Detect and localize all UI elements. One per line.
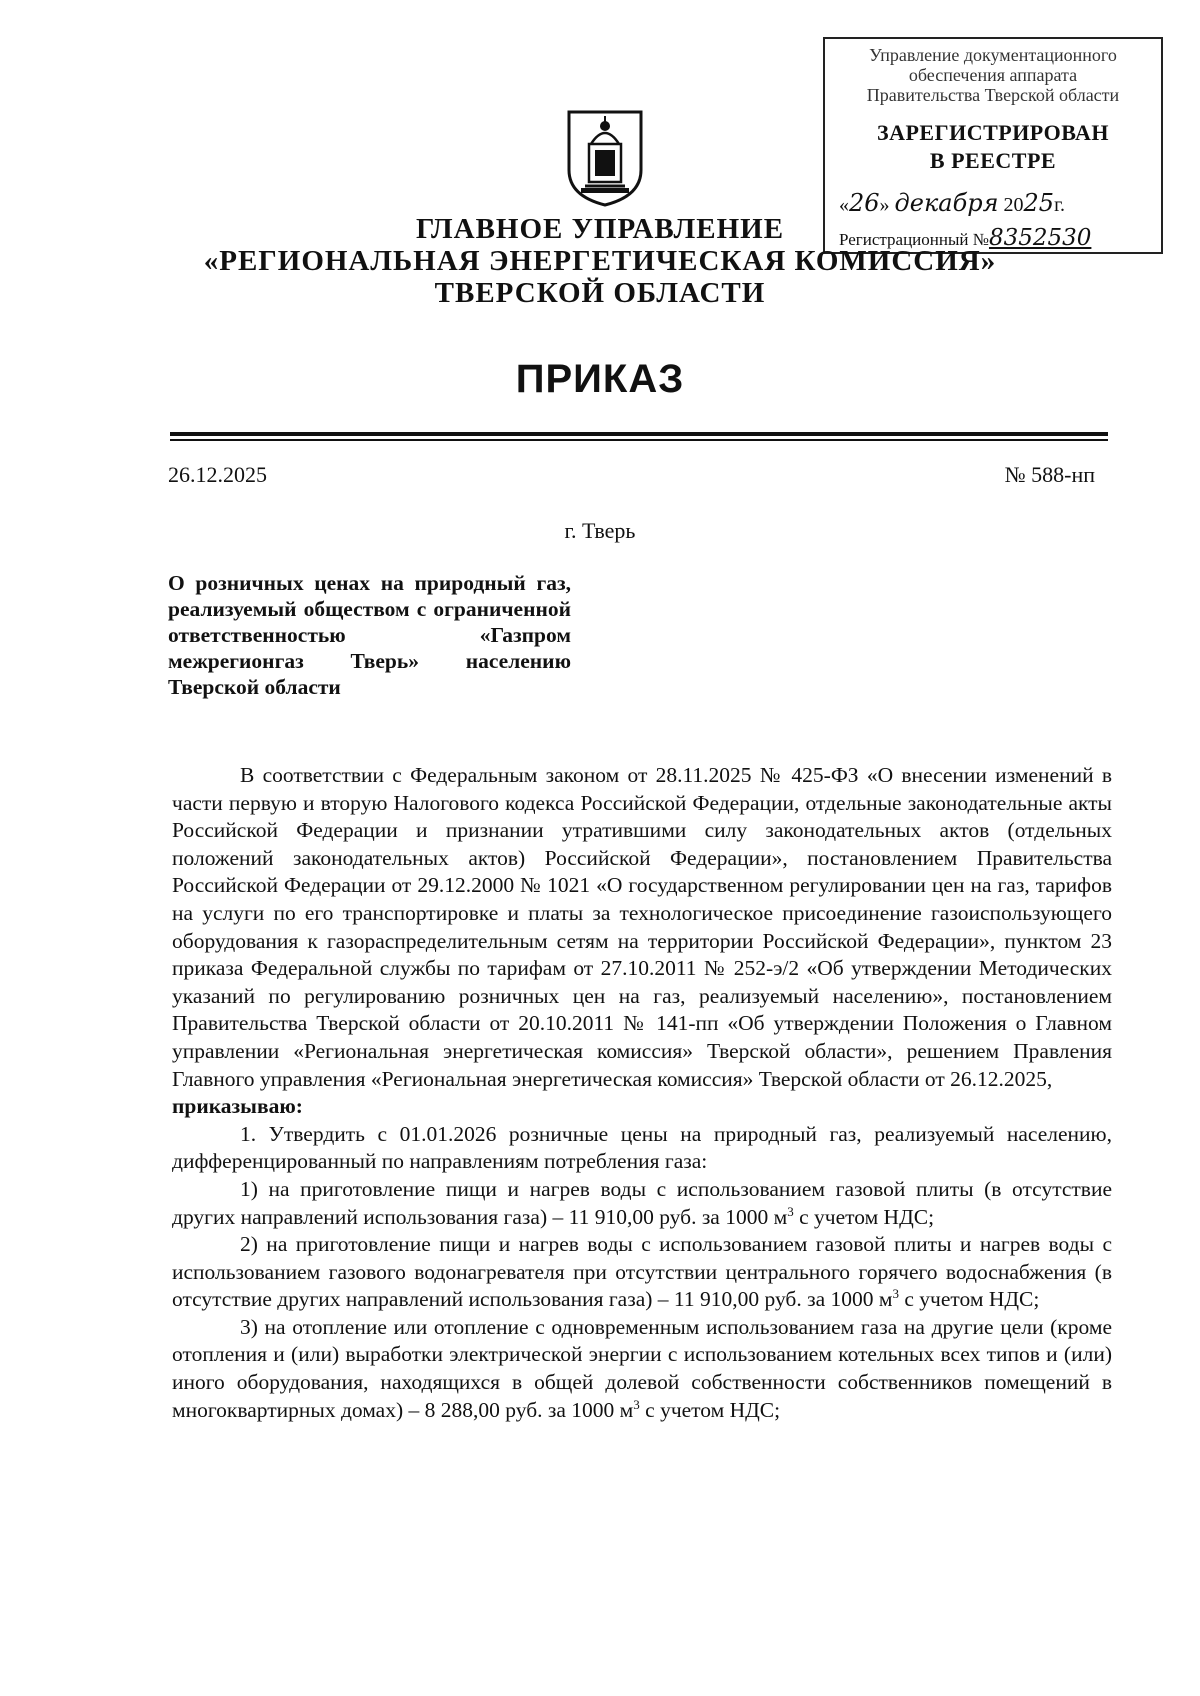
order-city: г. Тверь xyxy=(564,518,636,543)
stamp-org-line: обеспечения аппарата xyxy=(908,65,1078,85)
sub-item-1-tail: с учетом НДС; xyxy=(793,1204,935,1229)
header-line-3: ТВЕРСКОЙ ОБЛАСТИ xyxy=(434,277,766,309)
stamp-registered-line: ЗАРЕГИСТРИРОВАН xyxy=(876,120,1110,145)
sub-item-3-paragraph xyxy=(172,1314,1112,1424)
order-date: 26.12.2025 xyxy=(168,462,267,487)
cube-superscript: 3 xyxy=(633,1396,640,1412)
stamp-reg-number-value: 8352530 xyxy=(988,225,1092,251)
stamp-month: декабря xyxy=(894,189,999,217)
stamp-organization xyxy=(825,45,1161,105)
sub-item-2-text: 2) на приготовление пищи и нагрев воды с использованием газовой плиты и нагрев воды с использованием газового водонагревателя при отсутствии центрального горячего водоснабжения (в отсутствие других направлений использования газа) – 11 910,00 руб. за 1000 м xyxy=(172,1232,1112,1312)
stamp-year-prefix: 20 xyxy=(1003,194,1024,216)
document-title: ПРИКАЗ xyxy=(515,357,685,401)
stamp-registered xyxy=(825,119,1161,175)
cube-superscript: 3 xyxy=(892,1286,900,1302)
stamp-year-suffix: 25 xyxy=(1023,189,1055,217)
stamp-registered-line: В РЕЕСТРЕ xyxy=(929,148,1057,173)
sub-item-1-text: 1) на приготовление пищи и нагрев воды с использованием газовой плиты (в отсутствие других направлений использования газа) – 11 910,00 руб. за 1000 м xyxy=(172,1176,1112,1229)
preamble-paragraph: В соответствии с Федеральным законом от 28.11.2025 № 425-ФЗ «О внесении изменений в части первую и вторую Налогового кодекса Российской Федерации, отдельные законодательные акты Российской Федерации и признании утратившими силу законодательных актов (отдельных положений законодательных актов) Российской Федерации», постановлением Правительства Российской Федерации от 29.12.2000 № 1021 «О государственном регулировании цен на газ, тарифов на услуги по его транспортировке и платы за технологическое присоединение газоиспользующего оборудования к газораспределительным сетям на территории Российской Федерации», пунктом 23 приказа Федеральной службы по тарифам от 27.10.2011 № 252-э/2 «Об утверждении Методических указаний по регулированию розничных цен на газ, реализуемый населению», постановлением Правительства Тверской области от 20.10.2011 № 141-пп «Об утверждении Положения о Главном управлении «Региональная энергетическая комиссия» Тверской области», решением Правления Главного управления «Региональная энергетическая комиссия» Тверской области от 26.12.2025, xyxy=(172,763,1112,1091)
sub-item-2-paragraph xyxy=(172,1231,1112,1314)
stamp-org-line: Правительства Тверской области xyxy=(866,85,1120,105)
header-divider-thick xyxy=(170,432,1108,436)
order-body xyxy=(172,762,1112,1424)
order-word: приказываю: xyxy=(172,1094,303,1119)
stamp-year-unit: г. xyxy=(1054,194,1066,216)
stamp-reg-number-label: Регистрационный № xyxy=(839,230,989,249)
sub-item-3-text: 3) на отопление или отопление с одновременным использованием газа на другие цели (кроме отопления и (или) выработки электрической энергии с использованием котельных всех типов и (или) иного оборудования, находящихся в общей долевой собственности собственников помещений в многоквартирных домах) – 8 288,00 руб. за 1000 м xyxy=(172,1314,1112,1422)
order-subject: О розничных ценах на природный газ, реализуемый обществом с ограниченной ответственностью «Газпром межрегионгаз Тверь» населению Тверской области xyxy=(168,571,571,699)
stamp-day: 26 xyxy=(849,189,880,217)
sub-item-1-paragraph xyxy=(172,1176,1112,1231)
order-number: № 588-нп xyxy=(1004,462,1095,487)
sub-item-2-tail: с учетом НДС; xyxy=(899,1287,1040,1312)
sub-item-3-tail: с учетом НДС; xyxy=(639,1397,781,1422)
header-line-2: «РЕГИОНАЛЬНАЯ ЭНЕРГЕТИЧЕСКАЯ КОМИССИЯ» xyxy=(203,245,997,277)
header-line-1: ГЛАВНОЕ УПРАВЛЕНИЕ xyxy=(415,213,785,245)
cube-superscript: 3 xyxy=(787,1203,794,1219)
item-1-paragraph: 1. Утвердить с 01.01.2026 розничные цены на природный газ, реализуемый населению, дифференцированный по направлениям потребления газа: xyxy=(172,1121,1112,1174)
stamp-org-line: Управление документационного xyxy=(869,45,1117,65)
coat-of-arms-icon xyxy=(565,108,645,208)
header-divider-thin xyxy=(170,439,1108,441)
stamp-date: «26» декабря 2025г. xyxy=(839,189,1066,217)
